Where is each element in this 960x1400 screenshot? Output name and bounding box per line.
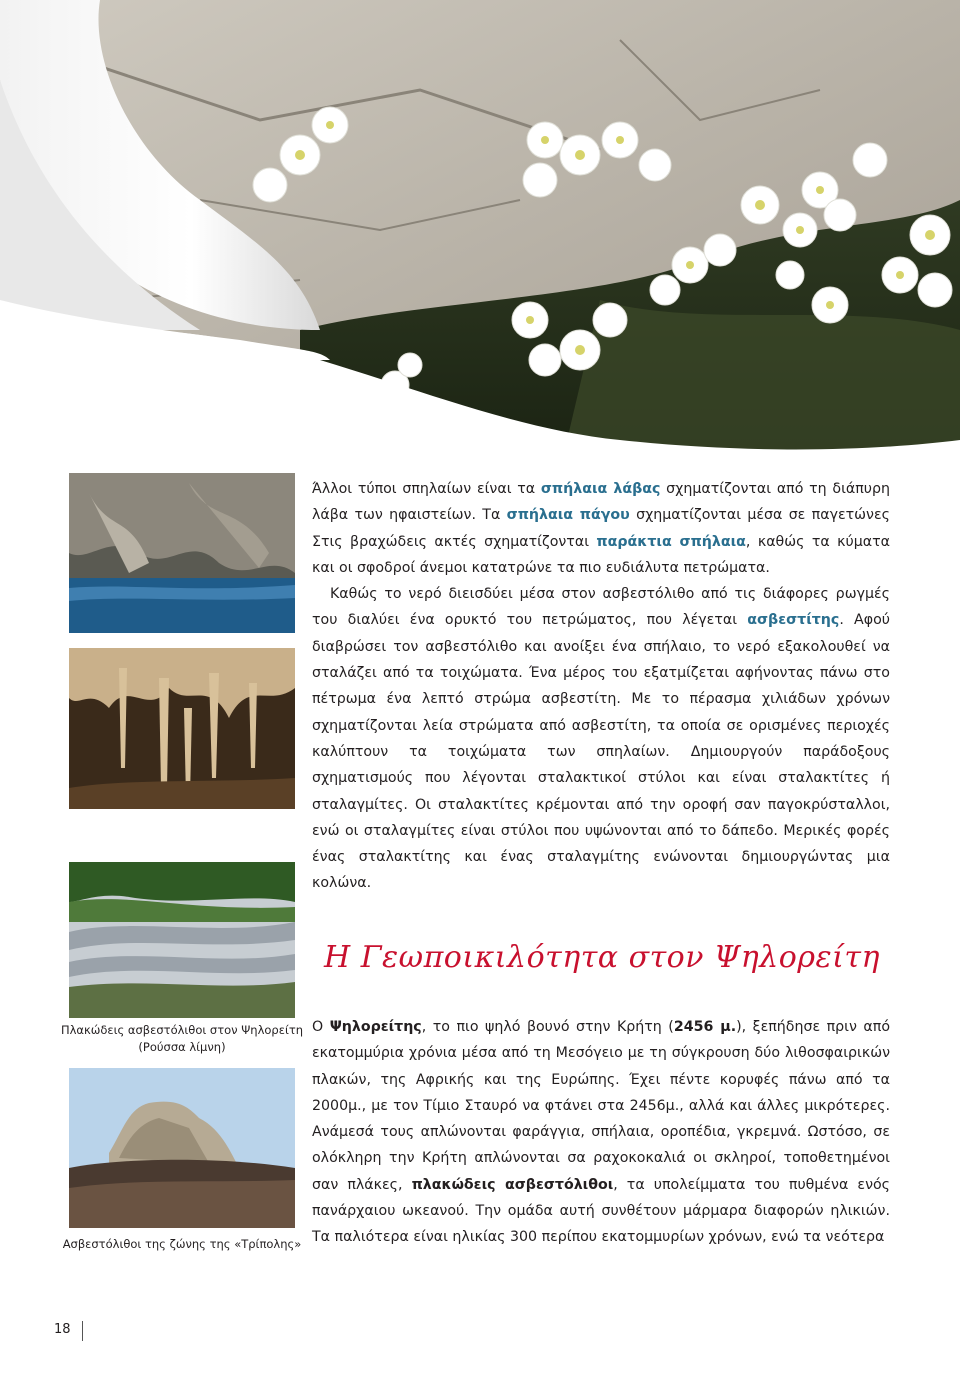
caption-platy-limestone: [60, 1022, 304, 1056]
emphasis-term: πλακώδεις ασβεστόλιθοι: [411, 1176, 614, 1193]
text-run: ), ξεπήδησε πριν από εκατομμύρια χρόνια μέσα από τη Μεσόγειο με τη σύγκρουση δύο λιθοσφαιρικών πλακών, της Αφρικής και της Ευρώπης. Έχει πέντε κορυφές πάνω από τα 2000μ., με τον Τίμιο Σταυρό να φτάνει στα 2456μ., αλλά και άλλες μικρότερες. Ανάμεσά τους απλώνονται φαράγγια, σπήλαια, οροπέδια, γκρεμνά. Ωστόσο, σε ολόκληρη την Κρήτη απλώνονται σα ραχοκοκαλιά οι σκληροί, τοποθετημένοι σαν πλάκες,: [312, 1019, 890, 1193]
text-run: , καθώς τα κύματα και οι σφοδροί άνεμοι κατατρώνε τα πιο ευδιάλυτα πετρώματα.: [312, 533, 890, 576]
text-run: , το πιο ψηλό βουνό στην Κρήτη (: [421, 1019, 674, 1035]
intro-text: [312, 476, 890, 897]
psiloritis-text: [312, 1014, 890, 1251]
emphasis-term: σπήλαια λάβας: [540, 481, 661, 497]
header-photo: [0, 0, 960, 470]
stalactite-cave-photo: [69, 648, 295, 809]
text-run: Καθώς το νερό διεισδύει μέσα στον ασβεστόλιθο από τις διάφορες ρωγμές του διαλύει ένα ορυκτό του πετρώματος, που λέγεται: [312, 586, 890, 629]
platy-limestone-photo: [69, 862, 295, 1018]
section-title: Η Γεωποικιλότητα στον Ψηλορείτη: [324, 940, 880, 975]
paragraph-calcite: [312, 581, 890, 897]
paragraph-cave-types: [312, 476, 890, 581]
text-run: σχηματίζονται από τη διάπυρη λάβα των ηφαιστείων. Τα: [312, 481, 890, 524]
emphasis-term: ασβεστίτης: [747, 612, 840, 629]
emphasis-term: σπήλαια πάγου: [506, 507, 630, 524]
emphasis-term: 2456 μ.: [673, 1019, 737, 1035]
tripolis-limestone-photo: [69, 1068, 295, 1228]
page-number: 18: [54, 1322, 71, 1337]
emphasis-term: παράκτια σπήλαια: [596, 533, 746, 550]
text-run: Άλλοι τύποι σπηλαίων είναι τα: [312, 481, 541, 497]
caption-line: (Ρούσσα λίμνη): [138, 1040, 226, 1054]
page-number-divider: [82, 1321, 83, 1341]
text-run: Ο: [312, 1019, 330, 1035]
text-run: . Αφού διαβρώσει τον ασβεστόλιθο και ανοίξει ένα σπήλαιο, το νερό εξακολουθεί να σταλάζει από τα τοιχώματα. Ένα μέρος του εξατμίζεται αφήνοντας πάνω στο πέτρωμα ένα λεπτό στρώμα ασβεστίτη. Με το πέρασμα χιλιάδων χρόνων σχηματίζονται λεία στρώματα από ασβεστίτη, τα οποία σε ορισμένες περιοχές καλύπτουν τα τοιχώματα των σπηλαίων. Δημιουργούν παράδοξους σχηματισμούς που λέγονται σταλακτικοί στύλοι και είναι σταλακτίτες ή σταλαγμίτες. Οι σταλακτίτες κρέμονται από την οροφή σαν παγοκρύσταλλοι, ενώ οι σταλαγμίτες είναι στύλοι που υψώνονται από το δάπεδο. Μερικές φορές ένας σταλακτίτης και ένας σταλαγμίτης ενώνονται δημιουργώντας μια κολώνα.: [312, 612, 890, 892]
paragraph-psiloritis: [312, 1014, 890, 1251]
text-run: , τα υπολείμματα του πυθμένα ενός πανάρχαιου ωκεανού. Την ομάδα αυτή συνθέτουν μάρμαρα διαφορών ηλικιών. Τα παλιότερα είναι ηλικίας 300 περίπου εκατομμυρίων χρόνων, ενώ τα νεότερα: [312, 1176, 891, 1246]
sea-cave-photo: [69, 473, 295, 633]
caption-tripolis: Ασβεστόλιθοι της ζώνης της «Τρίπολης»: [62, 1237, 302, 1251]
text-run: σχηματίζονται μέσα σε παγετώνες Στις βραχώδεις ακτές σχηματίζονται: [312, 507, 890, 550]
emphasis-term: Ψηλορείτης: [329, 1019, 422, 1035]
caption-line: Πλακώδεις ασβεστόλιθοι στον Ψηλορείτη: [60, 1023, 304, 1037]
